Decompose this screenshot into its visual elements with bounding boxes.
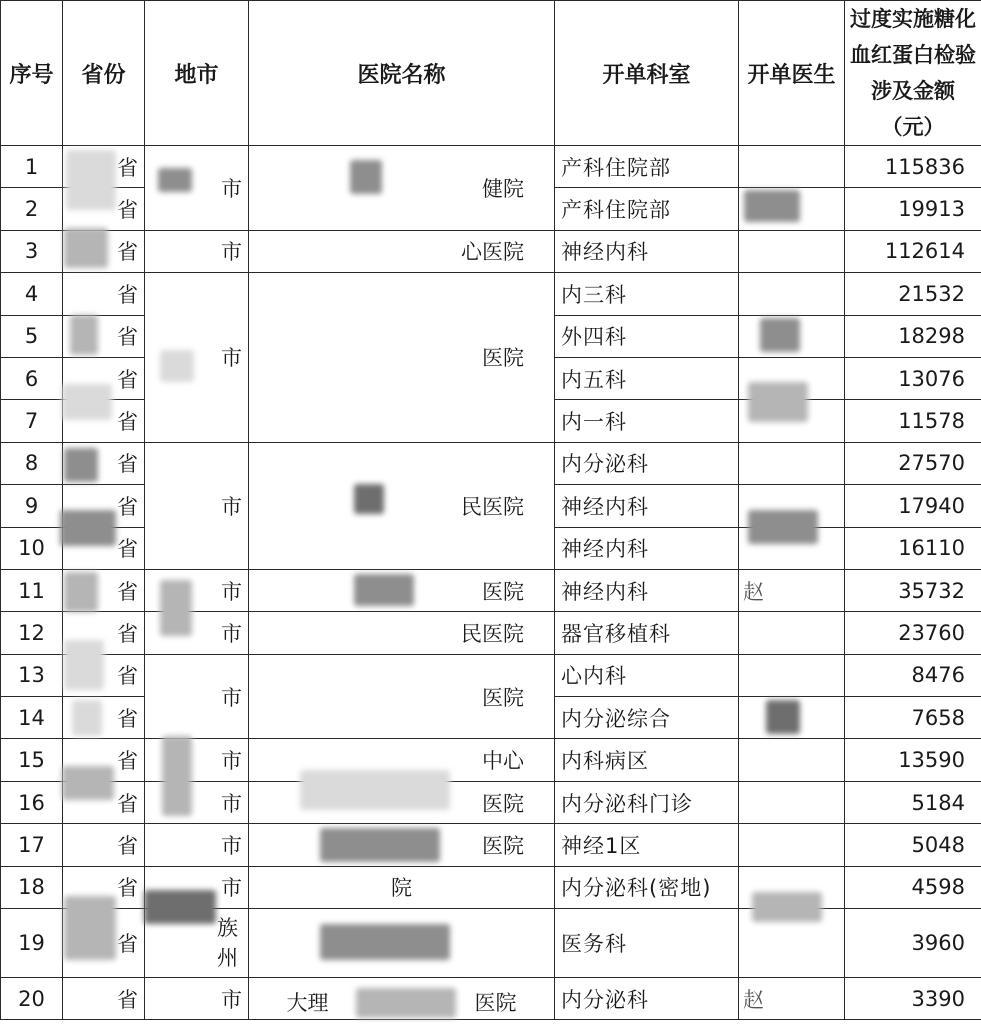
row-index: 19: [1, 909, 63, 978]
row-amount: 5184: [845, 781, 981, 823]
row-index: 9: [1, 485, 63, 527]
row-department: 心内科: [555, 654, 739, 696]
row-index: 10: [1, 527, 63, 569]
row-department: 神经内科: [555, 527, 739, 569]
row-amount: 8476: [845, 654, 981, 696]
row-province: 省: [63, 824, 145, 866]
table-row: [1, 569, 981, 611]
row-hospital: 民医院: [249, 442, 555, 569]
row-index: 14: [1, 697, 63, 739]
row-province: 省: [63, 357, 145, 399]
redaction-mosaic: [354, 484, 384, 514]
redaction-mosaic: [64, 896, 116, 960]
row-doctor: [739, 824, 845, 866]
table-row: [1, 739, 981, 781]
row-department: 内五科: [555, 357, 739, 399]
table-row: [1, 824, 981, 866]
row-doctor: [739, 739, 845, 781]
row-amount: 13076: [845, 357, 981, 399]
header-city: 地市: [145, 1, 249, 146]
row-department: 内分泌科(密地): [555, 866, 739, 908]
row-city: 市: [145, 612, 249, 654]
row-hospital: 中心: [249, 739, 555, 781]
header-row: [1, 1, 981, 146]
redaction-mosaic: [354, 574, 414, 606]
row-hospital: 健院: [249, 146, 555, 231]
row-index: 6: [1, 357, 63, 399]
row-department: 内分泌科门诊: [555, 781, 739, 823]
row-index: 8: [1, 442, 63, 484]
redaction-mosaic: [320, 924, 450, 960]
row-department: 内分泌科: [555, 978, 739, 1020]
redaction-mosaic: [320, 828, 440, 862]
redaction-mosaic: [66, 150, 116, 210]
redaction-mosaic: [160, 580, 192, 636]
row-doctor: [739, 146, 845, 188]
row-department: 神经内科: [555, 569, 739, 611]
row-amount: 7658: [845, 697, 981, 739]
row-amount: 5048: [845, 824, 981, 866]
row-province: 省: [63, 909, 145, 978]
hospital-suffix: 医院: [474, 990, 517, 1015]
row-department: 内一科: [555, 400, 739, 442]
row-department: 内科病区: [555, 739, 739, 781]
hospital-prefix: 大理: [286, 990, 329, 1015]
row-city: 市: [145, 781, 249, 823]
row-amount: 4598: [845, 866, 981, 908]
row-hospital: 医院: [249, 273, 555, 443]
redaction-mosaic: [350, 160, 382, 194]
row-index: 13: [1, 654, 63, 696]
redaction-mosaic: [356, 988, 456, 1018]
row-doctor: 赵: [739, 569, 845, 611]
row-province: 省: [63, 442, 145, 484]
header-department: 开单科室: [555, 1, 739, 146]
row-department: 器官移植科: [555, 612, 739, 654]
row-amount: 35732: [845, 569, 981, 611]
row-department: 神经内科: [555, 485, 739, 527]
row-index: 2: [1, 188, 63, 230]
row-doctor: [739, 442, 845, 484]
redaction-mosaic: [62, 766, 114, 800]
header-doctor: 开单医生: [739, 1, 845, 146]
row-amount: 17940: [845, 485, 981, 527]
row-amount: 3390: [845, 978, 981, 1020]
redaction-mosaic: [760, 318, 800, 352]
redaction-mosaic: [144, 890, 216, 924]
row-city: 市: [145, 866, 249, 908]
row-hospital: 医院: [249, 781, 555, 823]
row-province: 省: [63, 569, 145, 611]
row-amount: 11578: [845, 400, 981, 442]
redaction-mosaic: [748, 382, 808, 422]
row-amount: 13590: [845, 739, 981, 781]
row-doctor: 赵: [739, 978, 845, 1020]
redaction-mosaic: [748, 510, 818, 544]
row-amount: 23760: [845, 612, 981, 654]
row-province: 省: [63, 612, 145, 654]
row-index: 5: [1, 315, 63, 357]
row-hospital: 民医院: [249, 612, 555, 654]
row-city: 市: [145, 978, 249, 1020]
header-amount: 过度实施糖化血红蛋白检验涉及金额（元）: [845, 1, 981, 146]
redaction-mosaic: [300, 770, 450, 810]
header-province: 省份: [63, 1, 145, 146]
row-city: 市: [145, 146, 249, 231]
row-amount: 27570: [845, 442, 981, 484]
table-row: [1, 146, 981, 188]
row-city: 族州: [145, 909, 249, 978]
row-city: 市: [145, 230, 249, 272]
row-hospital: 院: [249, 866, 555, 908]
row-city: 市: [145, 739, 249, 781]
row-city: 市: [145, 569, 249, 611]
row-index: 18: [1, 866, 63, 908]
row-province: 省: [63, 527, 145, 569]
row-index: 4: [1, 273, 63, 315]
header-hospital: 医院名称: [249, 1, 555, 146]
row-doctor: [739, 612, 845, 654]
redaction-mosaic: [744, 190, 800, 222]
row-province: 省: [63, 188, 145, 230]
row-province: 省: [63, 485, 145, 527]
row-index: 16: [1, 781, 63, 823]
row-department: 内三科: [555, 273, 739, 315]
row-amount: 18298: [845, 315, 981, 357]
row-index: 20: [1, 978, 63, 1020]
row-province: 省: [63, 978, 145, 1020]
row-doctor: [739, 781, 845, 823]
row-department: 医务科: [555, 909, 739, 978]
row-doctor: [739, 230, 845, 272]
row-index: 1: [1, 146, 63, 188]
row-province: 省: [63, 315, 145, 357]
redaction-mosaic: [60, 510, 116, 546]
row-city: 市: [145, 654, 249, 739]
redaction-mosaic: [64, 572, 98, 612]
row-hospital: 医院: [249, 569, 555, 611]
row-department: 神经1区: [555, 824, 739, 866]
row-index: 15: [1, 739, 63, 781]
row-index: 17: [1, 824, 63, 866]
row-department: 神经内科: [555, 230, 739, 272]
redaction-mosaic: [70, 315, 98, 355]
row-city: 市: [145, 824, 249, 866]
redaction-mosaic: [162, 736, 192, 816]
redaction-mosaic: [766, 700, 800, 734]
row-index: 3: [1, 230, 63, 272]
redaction-mosaic: [64, 448, 98, 482]
table-row: [1, 442, 981, 484]
row-hospital: 医院: [249, 654, 555, 739]
redaction-mosaic: [64, 228, 108, 268]
row-department: 产科住院部: [555, 146, 739, 188]
row-index: 7: [1, 400, 63, 442]
row-province: 省: [63, 230, 145, 272]
row-amount: 16110: [845, 527, 981, 569]
table-row: [1, 273, 981, 315]
row-amount: 19913: [845, 188, 981, 230]
row-amount: 21532: [845, 273, 981, 315]
row-department: 产科住院部: [555, 188, 739, 230]
header-index: 序号: [1, 1, 63, 146]
row-province: 省: [63, 273, 145, 315]
row-department: 外四科: [555, 315, 739, 357]
redaction-mosaic: [752, 892, 822, 922]
row-province: 省: [63, 739, 145, 781]
redaction-mosaic: [158, 168, 192, 192]
table-row: [1, 978, 981, 1020]
redaction-mosaic: [62, 384, 112, 420]
row-hospital: 医院: [249, 824, 555, 866]
row-province: 省: [63, 781, 145, 823]
table-row: [1, 654, 981, 696]
row-city: 市: [145, 442, 249, 569]
redaction-mosaic: [160, 350, 194, 382]
row-doctor: [739, 654, 845, 696]
row-amount: 112614: [845, 230, 981, 272]
row-city: 市: [145, 273, 249, 443]
table-row: [1, 781, 981, 823]
row-province: 省: [63, 400, 145, 442]
row-department: 内分泌综合: [555, 697, 739, 739]
row-doctor: [739, 273, 845, 315]
row-index: 11: [1, 569, 63, 611]
table-row: [1, 612, 981, 654]
row-amount: 3960: [845, 909, 981, 978]
redaction-mosaic: [64, 640, 104, 690]
row-department: 内分泌科: [555, 442, 739, 484]
row-province: 省: [63, 866, 145, 908]
row-province: 省: [63, 654, 145, 696]
redaction-mosaic: [72, 700, 102, 736]
row-province: 省: [63, 146, 145, 188]
row-amount: 115836: [845, 146, 981, 188]
row-index: 12: [1, 612, 63, 654]
table-row: [1, 230, 981, 272]
row-hospital: 心医院: [249, 230, 555, 272]
row-province: 省: [63, 697, 145, 739]
